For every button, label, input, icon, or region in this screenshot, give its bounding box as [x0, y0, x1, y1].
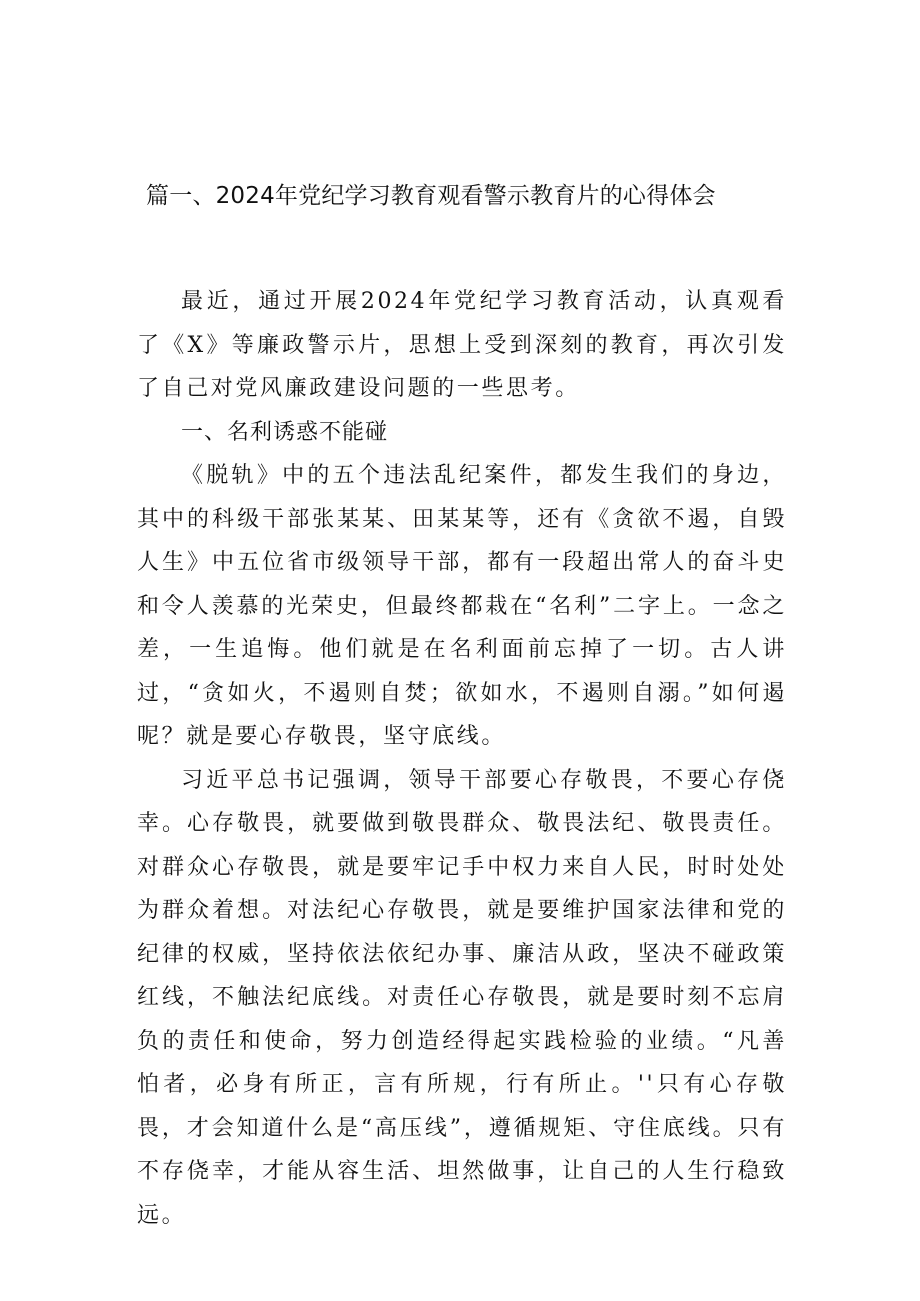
intro-paragraph: 最近，通过开展2024年党纪学习教育活动，认真观看了《X》等廉政警示片，思想上受到深刻的教育，再次引发了自己对党风廉政建设问题的一些思考。 [137, 289, 787, 401]
document-title: 篇一、2024年党纪学习教育观看警示教育片的心得体会 [146, 183, 716, 209]
body-paragraph-2: 习近平总书记强调，领导干部要心存敬畏，不要心存侥幸。心存敬畏，就要做到敬畏群众、敬畏法纪、敬畏责任。对群众心存敬畏，就是要牢记手中权力来自人民，时时处处为群众着想。对法纪心存敬畏，就是要维护国家法律和党的纪律的权威，坚持依法依纪办事、廉洁从政，坚决不碰政策红线，不触法纪底线。对责任心存敬畏，就是要时刻不忘肩负的责任和使命，努力创造经得起实践检验的业绩。“凡善怕者，必身有所正，言有所规，行有所止。''只有心存敬畏，才会知道什么是“高压线”，遵循规矩、守住底线。只有不存侥幸，才能从容生活、坦然做事，让自己的人生行稳致远。 [137, 767, 787, 1228]
section-heading: 一、名利诱惑不能碰 [181, 419, 389, 445]
body-paragraph-1: 《脱轨》中的五个违法乱纪案件，都发生我们的身边，其中的科级干部张某某、田某某等，还有《贪欲不遏，自毁人生》中五位省市级领导干部，都有一段超出常人的奋斗史和令人羡慕的光荣史，但最终都栽在“名利”二字上。一念之差，一生追悔。他们就是在名利面前忘掉了一切。古人讲过，“贪如火，不遏则自焚；欲如水，不遏则自溺。”如何遏呢？就是要心存敬畏，坚守底线。 [137, 463, 787, 749]
document-body [137, 280, 787, 1237]
